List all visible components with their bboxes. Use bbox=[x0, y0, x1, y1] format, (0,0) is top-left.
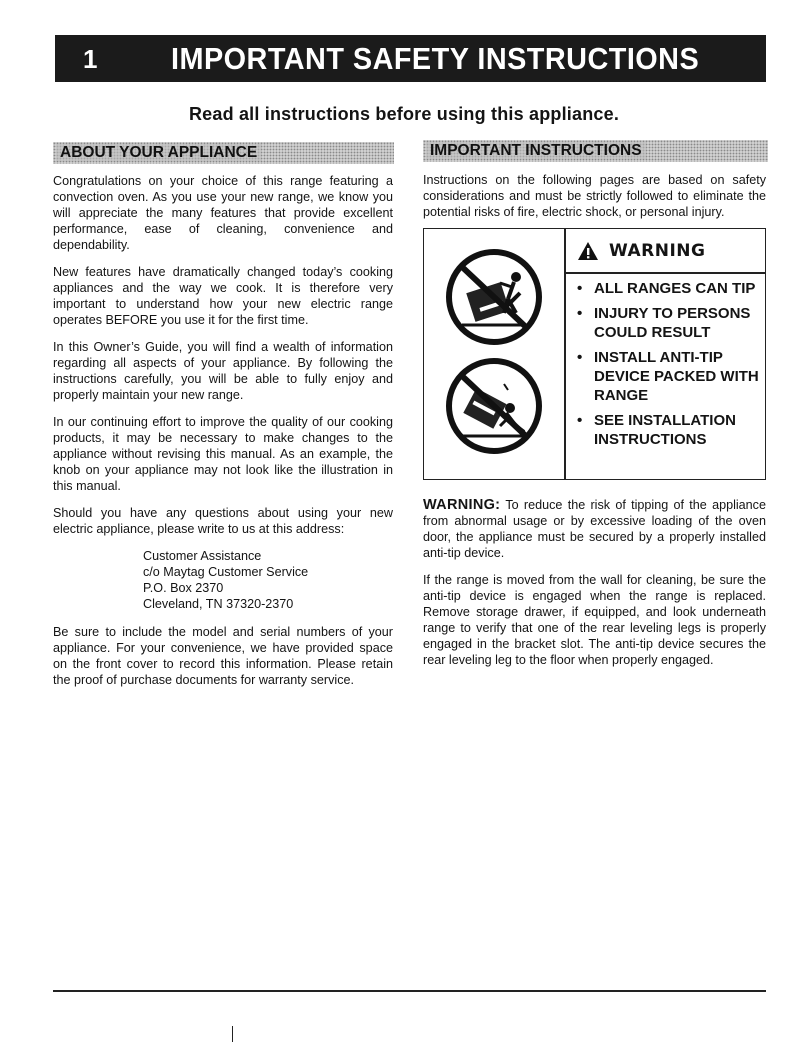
warning-box-title bbox=[577, 241, 705, 261]
address-line-2: c/o Maytag Customer Service bbox=[143, 565, 309, 579]
important-instructions-heading-text: IMPORTANT INSTRUCTIONS bbox=[426, 142, 646, 159]
warning-text: To reduce the risk of tipping of the appliance from abnormal usage or by excessive loading of the oven door, the appliance must be secured by a properly installed anti-tip device. bbox=[423, 498, 766, 560]
warning-triangle-icon bbox=[577, 241, 599, 261]
page-mark bbox=[232, 1026, 233, 1042]
warning-item-4: • SEE INSTALLATION INSTRUCTIONS bbox=[577, 411, 762, 449]
about-paragraph-4: In our continuing effort to improve the quality of our cooking products, it may be necessary to make changes to the appliance without revising this manual. As an example, the knob on your appliance may not look like the illustration in this manual. bbox=[53, 415, 393, 493]
warning-title-rule bbox=[564, 272, 765, 274]
instructions-intro-block bbox=[423, 172, 766, 231]
no-standing-on-door-icon bbox=[434, 247, 554, 347]
about-paragraph-3: In this Owner’s Guide, you will find a wealth of information regarding all aspects of your appliance. By following the instructions carefully, you will be able to fully enjoy and properly maintain your new range. bbox=[53, 340, 393, 402]
range-moved-paragraph: If the range is moved from the wall for cleaning, be sure the anti-tip device is engaged when the range is replaced. Remove storage drawer, if equipped, and look underneath range to verify that one of the rear leveling legs is properly engaged in the bracket slot. The anti-tip device secures the rear leveling leg to the floor when properly engaged. bbox=[423, 573, 766, 667]
page-subtitle: Read all instructions before using this appliance. bbox=[188, 104, 620, 124]
warning-text-block bbox=[423, 497, 766, 679]
page-header-bar bbox=[55, 35, 766, 82]
warning-list bbox=[577, 279, 762, 455]
address-line-1: Customer Assistance bbox=[143, 549, 262, 563]
warning-paragraph bbox=[423, 497, 766, 561]
warning-title-text: WARNING bbox=[609, 241, 706, 261]
page-title: IMPORTANT SAFETY INSTRUCTIONS bbox=[171, 41, 700, 76]
instructions-intro: Instructions on the following pages are based on safety considerations and must be strictly followed to eliminate the potential risks of fire, electric shock, or personal injury. bbox=[423, 173, 766, 219]
important-instructions-heading bbox=[423, 140, 768, 162]
about-appliance-heading bbox=[53, 142, 394, 164]
tip-over-warning-box bbox=[423, 228, 766, 480]
footer-rule bbox=[53, 990, 766, 992]
warning-item-1: • ALL RANGES CAN TIP bbox=[577, 279, 762, 298]
address-line-4: Cleveland, TN 37320-2370 bbox=[143, 597, 294, 611]
warning-item-2: • INJURY TO PERSONS COULD RESULT bbox=[577, 304, 762, 342]
mailing-address bbox=[53, 548, 393, 612]
about-appliance-column bbox=[53, 173, 393, 699]
warning-box-divider bbox=[564, 229, 566, 479]
about-closing-paragraph: Be sure to include the model and serial numbers of your appliance. For your convenience, we have provided space on the front cover to record this information. Please retain the proof of purchase documents for warranty service. bbox=[53, 625, 393, 687]
about-paragraph-2: New features have dramatically changed today’s cooking appliances and the way we cook. It is therefore very important to understand how your new electric range operates BEFORE you use it for the first time. bbox=[53, 265, 393, 327]
no-tipping-range-icon bbox=[434, 356, 554, 456]
section-number: 1 bbox=[83, 44, 98, 74]
about-paragraph-1: Congratulations on your choice of this range featuring a convection oven. As you use your new range, we know you will appreciate the many features that provide excellent performance, ease of cleaning, convenience and dependability. bbox=[53, 174, 393, 252]
about-paragraph-5: Should you have any questions about using your new electric appliance, please write to us at this address: bbox=[53, 506, 393, 536]
warning-label: WARNING: bbox=[423, 497, 501, 513]
warning-item-3: • INSTALL ANTI-TIP DEVICE PACKED WITH RANGE bbox=[577, 348, 762, 405]
about-appliance-heading-text: ABOUT YOUR APPLIANCE bbox=[56, 144, 261, 161]
address-line-3: P.O. Box 2370 bbox=[143, 581, 224, 595]
